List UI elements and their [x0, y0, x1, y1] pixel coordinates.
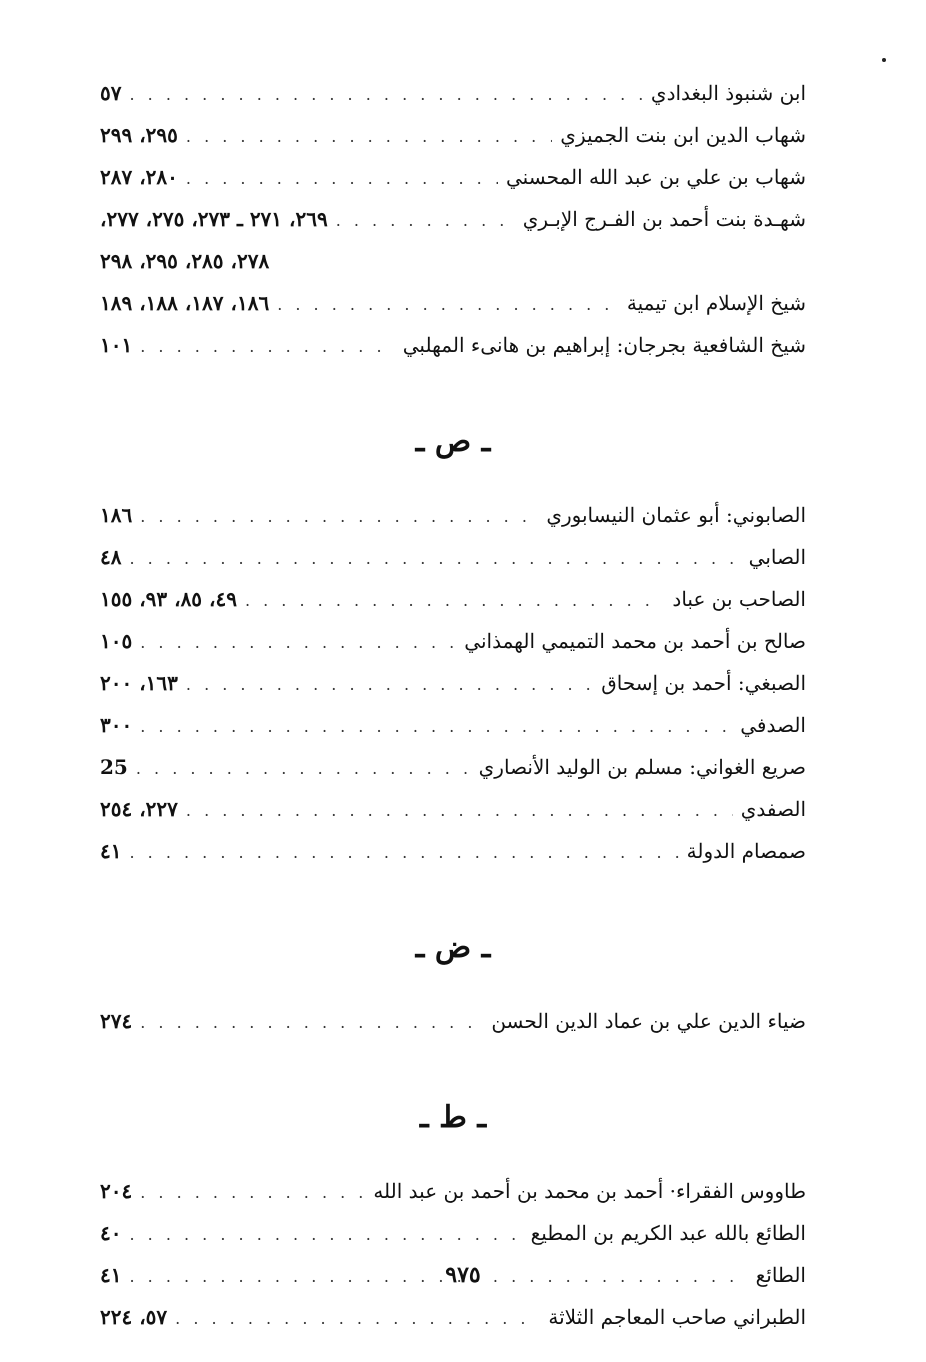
continuation-pages: ٢٧٨، ٢٨٥، ٢٩٥، ٢٩٨: [100, 249, 270, 273]
dot-leader: [140, 1002, 483, 1044]
index-entry: [100, 578, 806, 620]
index-entry: [100, 114, 806, 156]
page-number: ٩٧٥: [445, 1262, 481, 1288]
entry-pages: ٤٩، ٨٥، ٩٣، ١٥٥: [100, 587, 237, 611]
dot-leader: [186, 116, 552, 158]
index-entry: [100, 1212, 806, 1254]
letter-heading-sad: ـ ص ـ: [415, 424, 491, 459]
entry-pages: ١٨٦، ١٨٧، ١٨٨، ١٨٩: [100, 291, 270, 315]
section-dad: [100, 1000, 806, 1042]
entry-pages: ١٠٥: [100, 629, 133, 653]
index-entry: [100, 1296, 806, 1338]
entry-name: صالح بن أحمد بن محمد التميمي الهمذاني: [464, 629, 806, 653]
index-entry: [100, 788, 806, 830]
entry-name: الصفدي: [740, 797, 806, 821]
letter-heading-dad: ـ ض ـ: [415, 930, 491, 965]
entry-pages: ٢٠٤: [100, 1179, 133, 1203]
entry-name: الصبغي: أحمد بن إسحاق: [601, 671, 806, 695]
dot-leader: [186, 158, 498, 200]
index-entry: [100, 198, 806, 240]
entry-name: شهـدة بنت أحمد بن الفـرج الإبـري: [522, 207, 806, 231]
entry-name: صمصام الدولة: [686, 839, 806, 863]
dot-leader: [129, 1214, 522, 1256]
dot-leader: [277, 284, 619, 326]
dot-leader: [140, 622, 456, 664]
entry-pages: ٣٠٠: [100, 713, 133, 737]
entry-name: الطائع: [755, 1263, 806, 1287]
entry-name: شيخ الإسلام ابن تيمية: [626, 291, 806, 315]
entry-pages: ٥٧، ٢٢٤: [100, 1305, 168, 1329]
dot-leader: [186, 664, 593, 706]
dot-leader: [140, 706, 732, 748]
entry-name: الصاحب بن عباد: [672, 587, 806, 611]
section-sad: [100, 494, 806, 872]
entry-name: صريع الغواني: مسلم بن الوليد الأنصاري: [478, 755, 806, 779]
index-entry: [100, 1170, 806, 1212]
entry-pages: 25: [100, 755, 128, 779]
entry-pages: ٢٢٧، ٢٥٤: [100, 797, 178, 821]
index-entry: [100, 830, 806, 872]
index-entry: [100, 1000, 806, 1042]
entry-name: الطائع بالله عبد الكريم بن المطيع: [530, 1221, 806, 1245]
entry-name: شيخ الشافعية بجرجان: إبراهيم بن هانىء المهلبي: [402, 333, 806, 357]
entry-pages: ٥٧: [100, 81, 122, 105]
entry-pages: ٢٦٩، ٢٧١ ـ ٢٧٣، ٢٧٥، ٢٧٧،: [100, 207, 328, 231]
entry-pages: ٤١: [100, 1263, 122, 1287]
dot-leader: [140, 1172, 365, 1214]
index-entry: [100, 662, 806, 704]
index-entry: [100, 494, 806, 536]
entry-name: طاووس الفقراء· أحمد بن محمد بن أحمد بن عبد الله: [373, 1179, 806, 1203]
dot-leader: [336, 200, 515, 242]
index-entry: [100, 72, 806, 114]
entry-pages-continuation: [100, 240, 806, 282]
entry-pages: ٤٠: [100, 1221, 122, 1245]
corner-mark: [882, 58, 886, 62]
dot-leader: [129, 538, 740, 580]
entry-name: الطبراني صاحب المعاجم الثلاثة: [548, 1305, 806, 1329]
entry-name: ابن شنبوذ البغدادي: [650, 81, 806, 105]
entry-pages: ٤١: [100, 839, 122, 863]
dot-leader: [175, 1298, 540, 1340]
dot-leader: [129, 832, 678, 874]
index-entry: [100, 620, 806, 662]
index-entry: [100, 282, 806, 324]
entry-pages: ١٨٦: [100, 503, 133, 527]
dot-leader: [140, 326, 395, 368]
index-entry: [100, 156, 806, 198]
entry-pages: ١٦٣، ٢٠٠: [100, 671, 178, 695]
section-ta: [100, 1170, 806, 1338]
entry-name: شهاب بن علي بن عبد الله المحسني: [506, 165, 806, 189]
entry-pages: ٤٨: [100, 545, 122, 569]
entry-pages: ٢٨٠، ٢٨٧: [100, 165, 178, 189]
section-sh: [100, 72, 806, 366]
dot-leader: [129, 74, 642, 116]
index-entry: [100, 746, 806, 788]
entry-pages: ١٠١: [100, 333, 133, 357]
index-entry: [100, 704, 806, 746]
entry-name: الصابوني: أبو عثمان النيسابوري: [546, 503, 806, 527]
entry-name: الصابي: [748, 545, 806, 569]
entry-pages: ٢٧٤: [100, 1009, 133, 1033]
entry-name: شهاب الدين ابن بنت الجميزي: [560, 123, 806, 147]
letter-heading-ta: ـ ط ـ: [419, 1100, 487, 1135]
index-page: [100, 72, 806, 1338]
entry-name: الصدفي: [740, 713, 806, 737]
entry-pages: ٢٩٥، ٢٩٩: [100, 123, 178, 147]
entry-name: ضياء الدين علي بن عماد الدين الحسن: [491, 1009, 806, 1033]
dot-leader: [136, 748, 471, 790]
dot-leader: [245, 580, 664, 622]
dot-leader: [140, 496, 538, 538]
dot-leader: [186, 790, 733, 832]
index-entry: [100, 324, 806, 366]
index-entry: [100, 536, 806, 578]
